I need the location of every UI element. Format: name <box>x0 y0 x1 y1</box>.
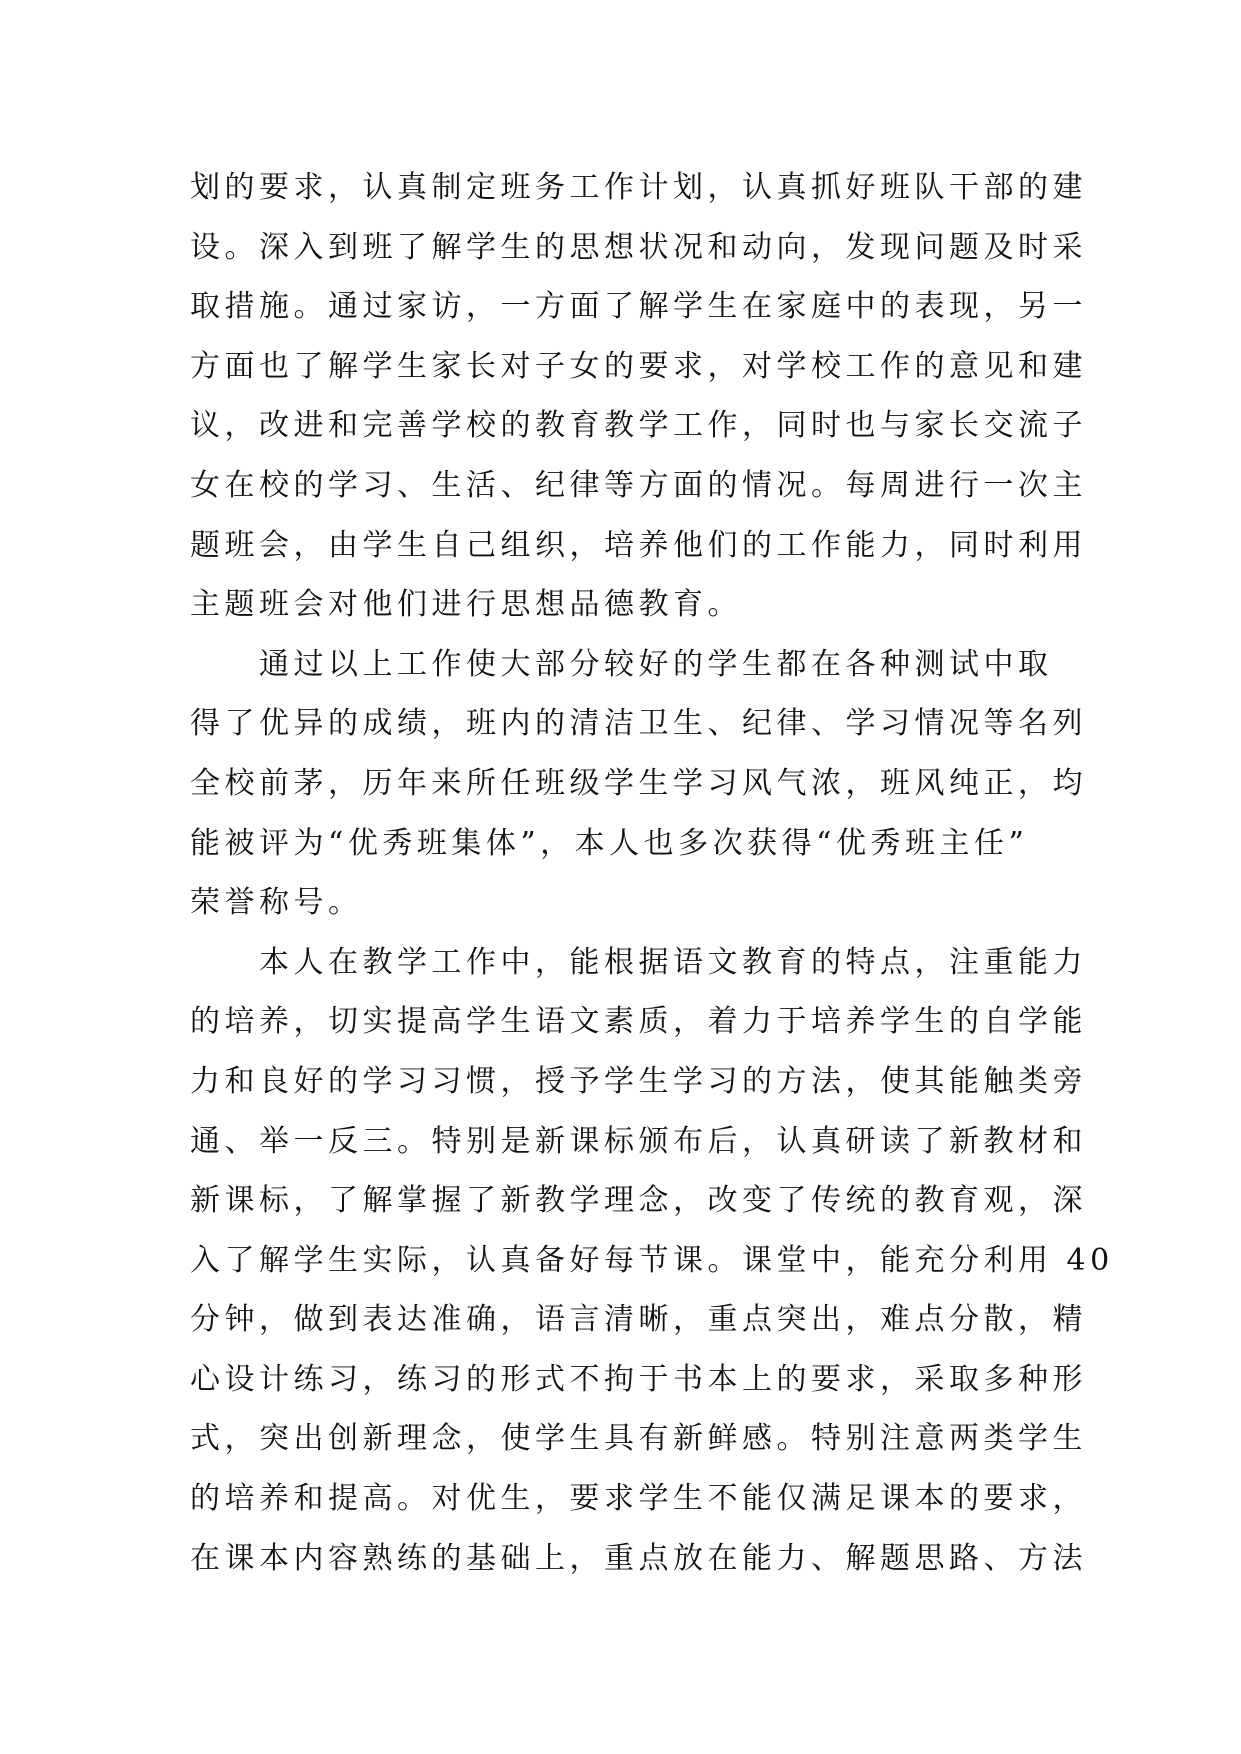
text-line: 通过以上工作使大部分较好的学生都在各种测试中取 <box>259 646 1053 682</box>
text-line: 取措施。通过家访，一方面了解学生在家庭中的表现，另一 <box>190 289 1087 325</box>
text-line: 方面也了解学生家长对子女的要求，对学校工作的意见和建 <box>190 348 1087 384</box>
text-line: 划的要求，认真制定班务工作计划，认真抓好班队干部的建 <box>190 170 1087 205</box>
text-line: 式，突出创新理念，使学生具有新鲜感。特别注意两类学生 <box>190 1421 1087 1457</box>
paragraph-3 <box>190 933 1114 1589</box>
text-line: 在课本内容熟练的基础上，重点放在能力、解题思路、方法 <box>190 1540 1087 1576</box>
text-line: 得了优异的成绩，班内的清洁卫生、纪律、学习情况等名列 <box>190 706 1087 742</box>
text-line: 力和良好的学习习惯，授予学生学习的方法，使其能触类旁 <box>190 1063 1087 1099</box>
text-line: 新课标，了解掌握了新教学理念，改变了传统的教育观，深 <box>190 1183 1087 1219</box>
paragraph-2 <box>190 635 1087 933</box>
text-line: 本人在教学工作中，能根据语文教育的特点，注重能力 <box>259 944 1087 980</box>
text-line: 的培养，切实提高学生语文素质，着力于培养学生的自学能 <box>190 1004 1087 1040</box>
text-line: 女在校的学习、生活、纪律等方面的情况。每周进行一次主 <box>190 467 1087 503</box>
text-line: 通、举一反三。特别是新课标颁布后，认真研读了新教材和 <box>190 1123 1087 1159</box>
text-line: 分钟，做到表达准确，语言清晰，重点突出，难点分散，精 <box>190 1302 1087 1338</box>
paragraph-1 <box>190 158 1087 635</box>
text-line: 题班会，由学生自己组织，培养他们的工作能力，同时利用 <box>190 527 1087 563</box>
text-line: 的培养和提高。对优生，要求学生不能仅满足课本的要求， <box>190 1481 1087 1517</box>
text-line: 设。深入到班了解学生的思想状况和动向，发现问题及时采 <box>190 229 1087 265</box>
text-line: 心设计练习，练习的形式不拘于书本上的要求，采取多种形 <box>190 1361 1087 1397</box>
text-line: 主题班会对他们进行思想品德教育。 <box>190 587 742 623</box>
text-line: 荣誉称号。 <box>190 885 363 921</box>
text-line: 能被评为“优秀班集体”，本人也多次获得“优秀班主任” <box>190 825 1029 861</box>
text-line: 议，改进和完善学校的教育教学工作，同时也与家长交流子 <box>190 408 1087 444</box>
text-line: 入了解学生实际，认真备好每节课。课堂中，能充分利用 40 <box>190 1242 1114 1278</box>
document-body <box>190 158 1114 1588</box>
text-line: 全校前茅，历年来所任班级学生学习风气浓，班风纯正，均 <box>190 765 1087 801</box>
